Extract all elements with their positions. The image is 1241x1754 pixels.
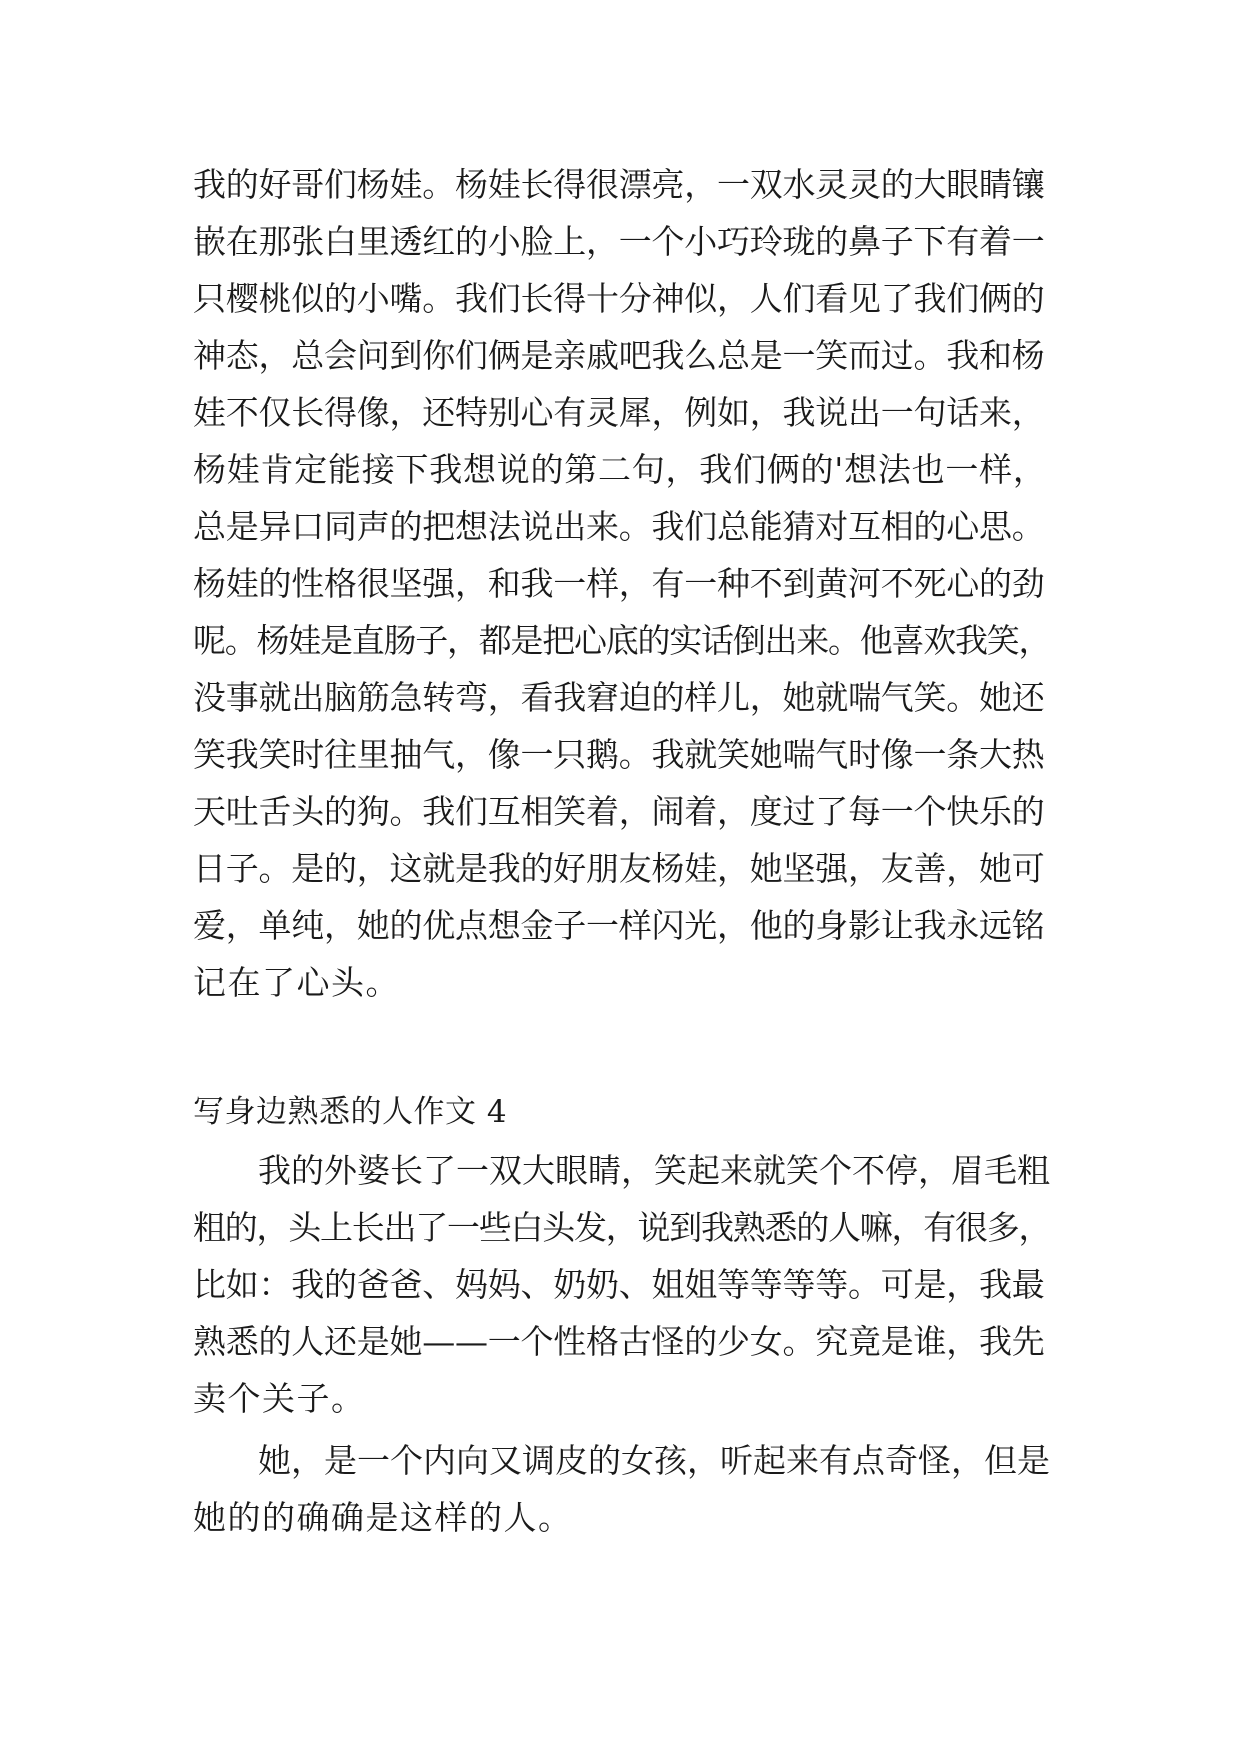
- paragraph-line: 日子。是的，这就是我的好朋友杨娃，她坚强，友善，她可: [193, 849, 1045, 888]
- paragraph-line: 卖个关子。: [193, 1379, 366, 1418]
- paragraph-line: 嵌在那张白里透红的小脸上，一个小巧玲珑的鼻子下有着一: [193, 222, 1045, 261]
- paragraph-line: 神态，总会问到你们俩是亲戚吧我么总是一笑而过。我和杨: [193, 336, 1045, 375]
- paragraph-line: 她的的确确是这样的人。: [193, 1498, 573, 1537]
- paragraph-line: 比如：我的爸爸、妈妈、奶奶、姐姐等等等等。可是，我最: [193, 1265, 1045, 1304]
- paragraph-line: 粗的，头上长出了一些白头发，说到我熟悉的人嘛，有很多，: [193, 1208, 1051, 1247]
- paragraph-line: 我的好哥们杨娃。杨娃长得很漂亮，一双水灵灵的大眼睛镶: [193, 165, 1045, 204]
- paragraph-line: 呢。杨娃是直肠子，都是把心底的实话倒出来。他喜欢我笑，: [193, 621, 1051, 660]
- section-heading: 写身边熟悉的人作文 4: [193, 1094, 508, 1130]
- paragraph-line: 天吐舌头的狗。我们互相笑着，闹着，度过了每一个快乐的: [193, 792, 1045, 831]
- paragraph-line: 爱，单纯，她的优点想金子一样闪光，他的身影让我永远铭: [193, 906, 1045, 945]
- paragraph-line: 娃不仅长得像，还特别心有灵犀，例如，我说出一句话来，: [193, 393, 1045, 432]
- paragraph-line: 杨娃肯定能接下我想说的第二句，我们俩的'想法也一样，: [193, 450, 1047, 489]
- paragraph-line: 我的外婆长了一双大眼睛，笑起来就笑个不停，眉毛粗: [258, 1151, 1050, 1190]
- paragraph-line: 笑我笑时往里抽气，像一只鹅。我就笑她喘气时像一条大热: [193, 735, 1045, 774]
- paragraph-line: 杨娃的性格很坚强，和我一样，有一种不到黄河不死心的劲: [193, 564, 1045, 603]
- paragraph-line: 熟悉的人还是她——一个性格古怪的少女。究竟是谁，我先: [193, 1322, 1045, 1361]
- paragraph-line: 总是异口同声的把想法说出来。我们总能猜对互相的心思。: [193, 507, 1045, 546]
- paragraph-line: 只樱桃似的小嘴。我们长得十分神似，人们看见了我们俩的: [193, 279, 1045, 318]
- paragraph-line: 记在了心头。: [193, 963, 400, 1002]
- paragraph-line: 她，是一个内向又调皮的女孩，听起来有点奇怪，但是: [258, 1441, 1050, 1480]
- paragraph-line: 没事就出脑筋急转弯，看我窘迫的样儿，她就喘气笑。她还: [193, 678, 1045, 717]
